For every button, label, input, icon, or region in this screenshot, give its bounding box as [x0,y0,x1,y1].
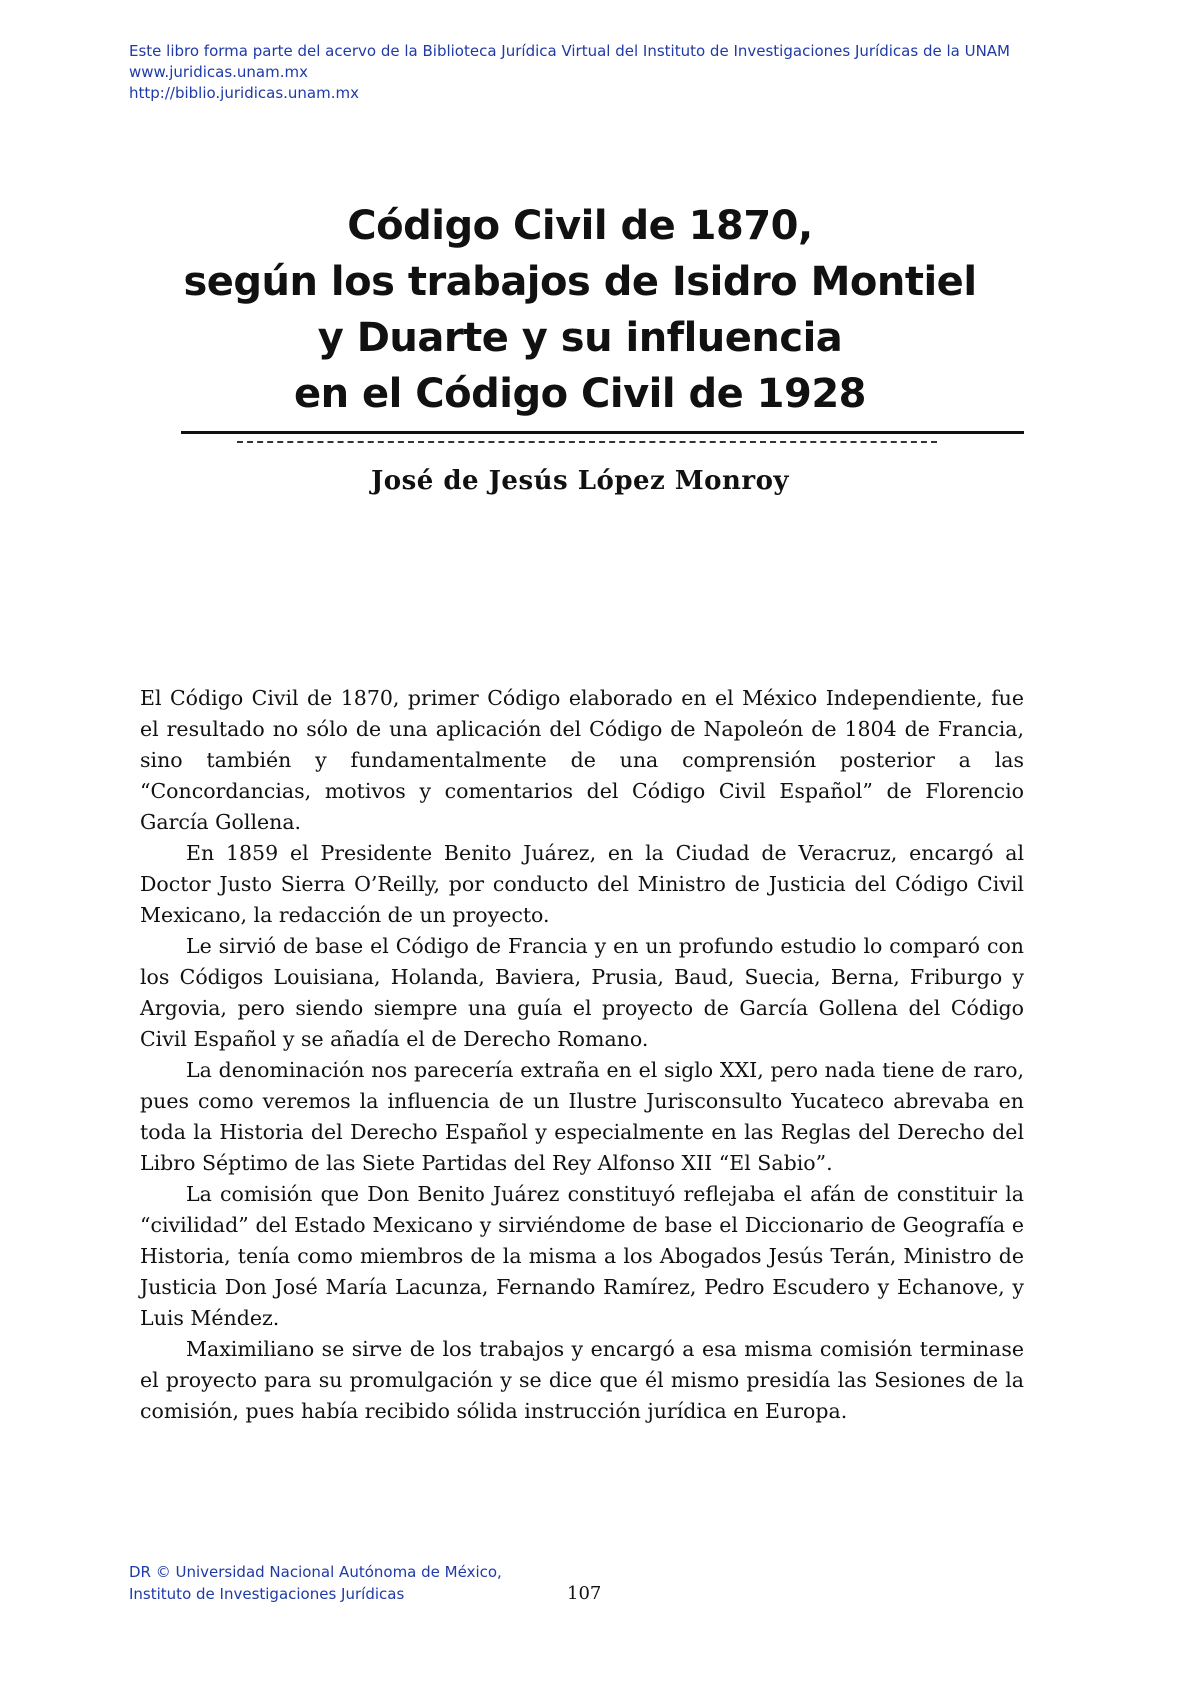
title-divider-ornament [237,441,937,443]
paragraph: En 1859 el Presidente Benito Juárez, en la Ciudad de Veracruz, encargó al Doctor Justo Sierra O’Reilly, por conducto del Ministro de Justicia del Código Civil Mexicano, la redacción de un proyecto. [140,841,1024,927]
title-line: en el Código Civil de 1928 [293,371,867,417]
paragraph: Le sirvió de base el Código de Francia y en un profundo estudio lo comparó con los Códigos Louisiana, Holanda, Baviera, Prusia, Baud, Suecia, Berna, Friburgo y Argovia, pero siendo siempre una guía el proyecto de García Gollena del Código Civil Español y se añadía el de Derecho Romano. [140,934,1024,1051]
library-notice [129,41,1129,104]
library-notice-text: Este libro forma parte del acervo de la Biblioteca Jurídica Virtual del Instituto de Investigaciones Jurídicas de la UNAM [129,42,1011,60]
library-link[interactable]: http://biblio.juridicas.unam.mx [129,84,359,102]
copyright-notice [129,1561,502,1605]
website-link[interactable]: www.juridicas.unam.mx [129,63,308,81]
title-line: según los trabajos de Isidro Montiel [183,259,977,305]
body-text [140,683,1024,1427]
paragraph: La denominación nos parecería extraña en el siglo XXI, pero nada tiene de raro, pues como veremos la influencia de un Ilustre Jurisconsulto Yucateco abrevaba en toda la Historia del Derecho Español y especialmente en las Reglas del Derecho del Libro Séptimo de las Siete Partidas del Rey Alfonso XII “El Sabio”. [140,1058,1024,1175]
title-line: y Duarte y su influencia [317,315,843,361]
title-line: Código Civil de 1870, [347,203,813,249]
copyright-line: Instituto de Investigaciones Jurídicas [129,1585,405,1603]
paragraph: Maximiliano se sirve de los trabajos y encargó a esa misma comisión terminase el proyecto para su promulgación y se dice que él mismo presidía las Sesiones de la comisión, pues había recibido sólida instrucción jurídica en Europa. [140,1337,1024,1423]
page-number: 107 [567,1583,602,1604]
copyright-line: DR © Universidad Nacional Autónoma de México, [129,1563,502,1581]
paragraph: El Código Civil de 1870, primer Código elaborado en el México Independiente, fue el resultado no sólo de una aplicación del Código de Napoleón de 1804 de Francia, sino también y fundamentalmente de una comprensión posterior a las “Concordancias, motivos y comentarios del Código Civil Español” de Florencio García Gollena. [140,686,1024,834]
author-name: José de Jesús López Monroy [370,466,790,496]
paragraph: La comisión que Don Benito Juárez constituyó reflejaba el afán de constituir la “civilidad” del Estado Mexicano y sirviéndome de base el Diccionario de Geografía e Historia, tenía como miembros de la misma a los Abogados Jesús Terán, Ministro de Justicia Don José María Lacunza, Fernando Ramírez, Pedro Escudero y Echanove, y Luis Méndez. [140,1182,1024,1330]
chapter-title [120,198,1040,422]
title-divider [181,431,1024,434]
